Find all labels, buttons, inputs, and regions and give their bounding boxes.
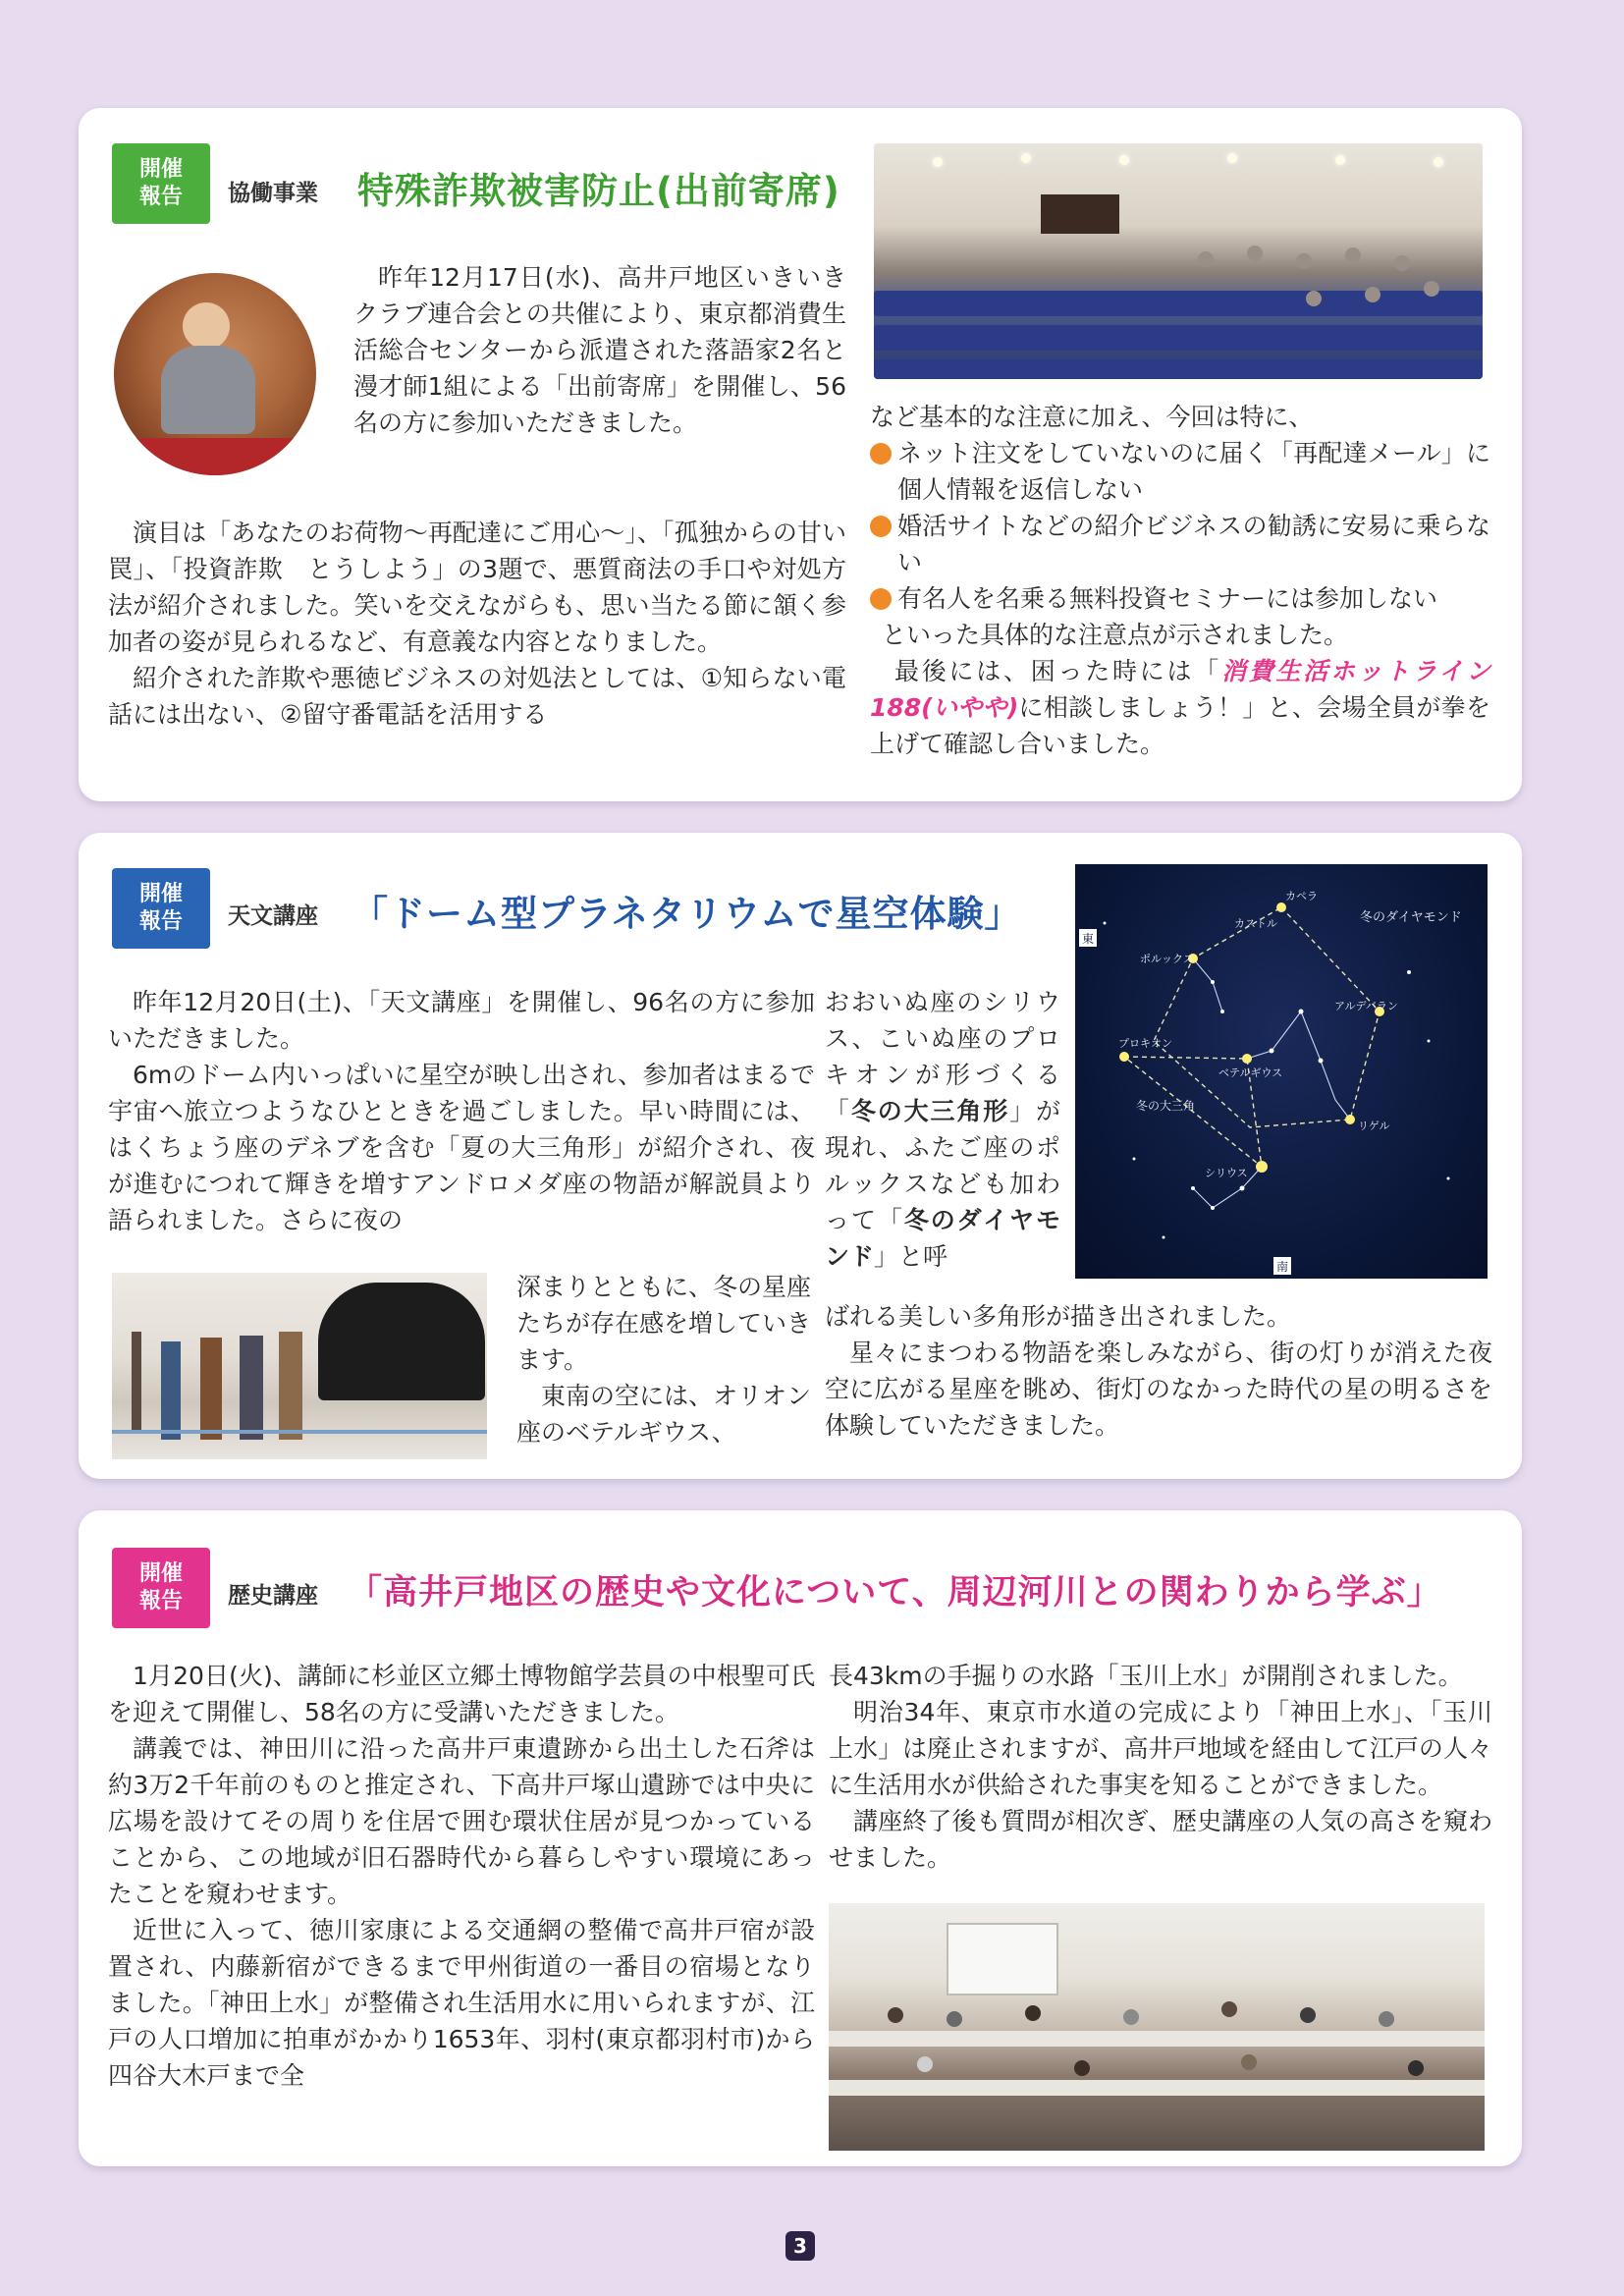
star-label-aldebaran: アルデバラン xyxy=(1334,1000,1398,1012)
star-chart-svg xyxy=(1075,864,1488,1279)
wrap-text: 深まりとともに、冬の星座たちが存在感を増していきます。 東南の空には、オリオン座のベテルギウス、 xyxy=(516,1273,812,1447)
queue-at-dome-photo xyxy=(112,1273,487,1459)
south-marker: 南 xyxy=(1276,1260,1289,1274)
event-report-badge: 開催報告 xyxy=(112,868,210,949)
right-column-text: 長43kmの手掘りの水路「玉川上水」が開削されました。 明治34年、東京市水道の完成により「神田上水」、「玉川上水」は廃止されますが、高井戸地域を経由して江戸の人々に生活用水が供給された事実を知ることができました。 講座終了後も質問が相次ぎ、歴史講座の人気の高さを窺わせました。 xyxy=(829,1662,1492,1872)
left-column-text: 演目は「あなたのお荷物〜再配達にご用心〜」、「孤独からの甘い罠」、「投資詐欺 とうしよう」の3題で、悪質商法の手口や対処方法が紹介されました。笑いを交えながらも、思い当たる節に頷く参加者の姿が見られるなど、有意義な内容となりました。 紹介された詐欺や悪徳ビジネスの対処法としては、①知らない電話には出ない、②留守番電話を活用する xyxy=(108,519,846,729)
left-column-text: 1月20日(火)、講師に杉並区立郷土博物館学芸員の中根聖可氏を迎えて開催し、58名の方に受講いただきました。 講義では、神田川に沿った高井戸東遺跡から出土した石斧は約3万2千年前のものと推定され、下高井戸塚山遺跡では中央に広場を設けてその周りを住居で囲む環状住居が見つかっていることから、この地域が旧石器時代から暮らしやすい環境にあったことを窺わせます。 近世に入って、徳川家康による交通網の整備で高井戸宿が設置され、内藤新宿ができるまで甲州街道の一番目の宿場となりました。「神田上水」が整備され生活用水に用いられますが、江戸の人口増加に拍車がかかり1653年、羽村(東京都羽村市)から四谷大木戸まで全 xyxy=(108,1662,815,2090)
rakugo-performer-photo xyxy=(114,273,316,475)
middle-column-text: おおいぬ座のシリウス、こいぬ座のプロキオンが形づくる「冬の大三角形」が現れ、ふたご座のポルックスなども加わって「冬のダイヤモンド」と呼 xyxy=(825,988,1060,1271)
report-card-history-lecture xyxy=(79,1510,1522,2166)
category-label: 協働事業 xyxy=(228,181,318,206)
star-label-capella: カペラ xyxy=(1285,890,1318,902)
bullet-item: 婚活サイトなどの紹介ビジネスの勧誘に安易に乗らない xyxy=(870,508,1490,580)
event-report-badge: 開催報告 xyxy=(112,143,210,224)
star-label-procyon: プロキオン xyxy=(1118,1037,1172,1050)
article-title: 「高井戸地区の歴史や文化について、周辺河川との関わりから学ぶ」 xyxy=(348,1573,1442,1613)
article-title: 特殊詐欺被害防止(出前寄席) xyxy=(357,170,840,212)
star-label-betelgeuse: ベテルギウス xyxy=(1218,1066,1283,1079)
winter-star-chart xyxy=(1075,864,1488,1279)
page-number: 3 xyxy=(785,2231,815,2261)
right-column-text: ばれる美しい多角形が描き出されました。 星々にまつわる物語を楽しみながら、街の灯りが消えた夜空に広がる星座を眺め、街灯のなかった時代の星の明るさを体験していただきました。 xyxy=(825,1302,1492,1440)
winter-diamond-label: 冬のダイヤモンド xyxy=(1360,910,1462,925)
bullet-item: 有名人を名乗る無料投資セミナーには参加しない xyxy=(870,580,1490,617)
star-label-sirius: シリウス xyxy=(1205,1167,1248,1179)
report-card-fraud-prevention xyxy=(79,108,1522,801)
category-label: 歴史講座 xyxy=(228,1583,318,1609)
winter-triangle-label: 冬の大三角 xyxy=(1136,1099,1196,1113)
report-card-planetarium xyxy=(79,833,1522,1479)
star-label-rigel: リゲル xyxy=(1358,1120,1390,1132)
left-column-intro: 昨年12月17日(水)、高井戸地区いきいきクラブ連合会との共催により、東京都消費生活総合センターから派遣された落語家2名と漫才師1組による「出前寄席」を開催し、56名の方に参加いただきました。 xyxy=(353,263,846,437)
right-column-text: など基本的な注意に加え、今回は特に、 ネット注文をしていないのに届く「再配達メール」に個人情報を返信しない 婚活サイトなどの紹介ビジネスの勧誘に安易に乗らない 有名人を名乗る無料投資セミナーには参加しない といった具体的な注意点が示されました。 最後には、困った時には「消費生活ホットライン188(いやや)に相談しましょう！」と、会場全員が拳を上げて確認し合いました。 xyxy=(870,403,1490,758)
hotline-highlight: 消費生活ホットライン188(いやや) xyxy=(870,657,1490,722)
audience-photo xyxy=(874,143,1483,379)
star-label-pollux: ポルックス xyxy=(1140,953,1194,965)
article-title: 「ドーム型プラネタリウムで星空体験」 xyxy=(352,893,1022,935)
lecture-audience-photo xyxy=(829,1903,1485,2151)
bullet-item: ネット注文をしていないのに届く「再配達メール」に個人情報を返信しない xyxy=(870,435,1490,508)
left-column-text: 昨年12月20日(土)、「天文講座」を開催し、96名の方に参加いただきました。 6mのドーム内いっぱいに星空が映し出され、参加者はまるで宇宙へ旅立つようなひとときを過ごしました。早い時間には、はくちょう座のデネブを含む「夏の大三角形」が紹介され、夜が進むにつれて輝きを増すアンドロメダ座の物語が解説員より語られました。さらに夜の xyxy=(108,988,815,1234)
event-report-badge: 開催報告 xyxy=(112,1548,210,1628)
category-label: 天文講座 xyxy=(228,903,318,929)
star-label-castor: カストル xyxy=(1234,917,1277,930)
east-marker: 東 xyxy=(1082,932,1095,946)
